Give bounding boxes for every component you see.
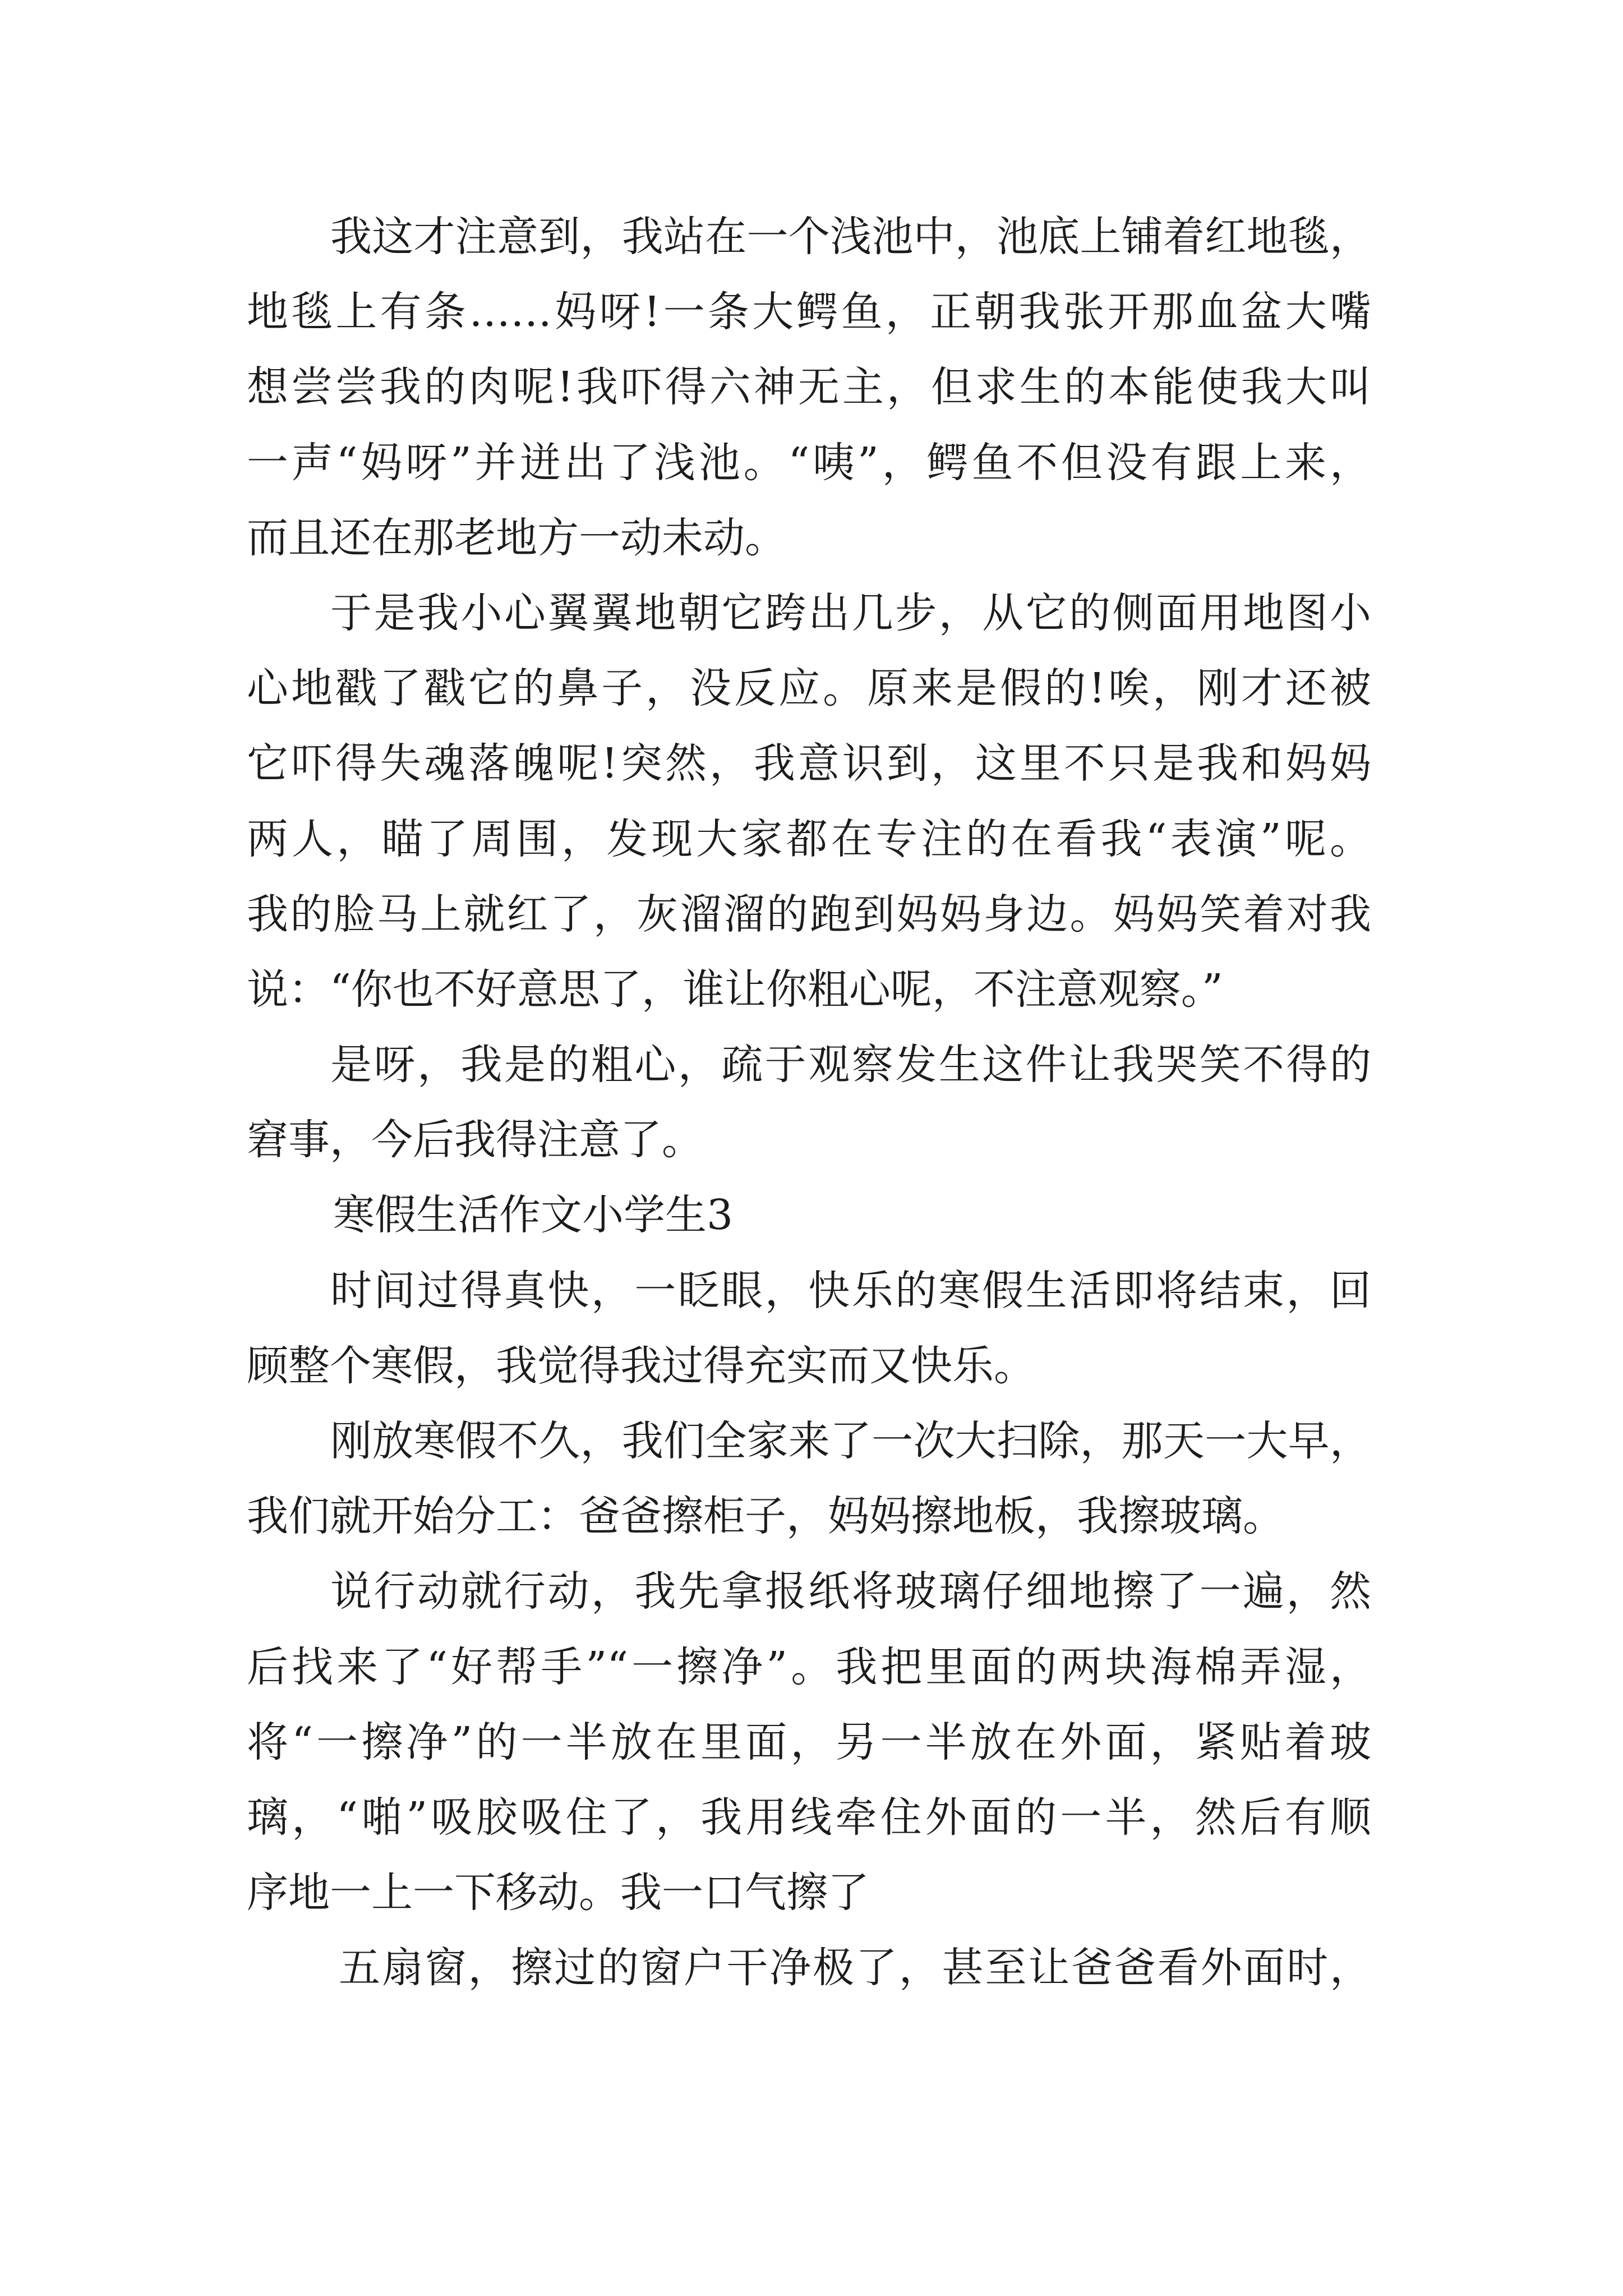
text-line: 时间过得真快，一眨眼，快乐的寒假生活即将结束，回: [330, 1266, 1371, 1315]
paragraph: [0, 1554, 1623, 1930]
text-line: 而且还在那老地方一动未动。: [247, 513, 786, 562]
text-line: 想尝尝我的肉呢!我吓得六神无主，但求生的本能使我大叫: [247, 363, 1371, 412]
text-line: 说行动就行动，我先拿报纸将玻璃仔细地擦了一遍，然: [330, 1567, 1371, 1616]
paragraph: [0, 199, 1623, 576]
text-line: 两人，瞄了周围，发现大家都在专注的在看我“表演”呢。: [247, 815, 1371, 863]
text-line: 地毯上有条……妈呀!一条大鳄鱼，正朝我张开那血盆大嘴: [247, 288, 1371, 337]
text-line: 说：“你也不好意思了，谁让你粗心呢，不注意观察。”: [247, 965, 1223, 1014]
text-line: 璃，“啪”吸胶吸住了，我用线牵住外面的一半，然后有顺: [247, 1793, 1371, 1842]
text-line: 后找来了“好帮手”“一擦净”。我把里面的两块海棉弄湿，: [247, 1642, 1371, 1691]
text-line: 我们就开始分工：爸爸擦柜子，妈妈擦地板，我擦玻璃。: [247, 1492, 1284, 1541]
paragraph: [0, 1930, 1623, 2005]
text-line: 它吓得失魂落魄呢!突然，我意识到，这里不只是我和妈妈: [247, 739, 1371, 788]
text-line: 窘事，今后我得注意了。: [247, 1116, 703, 1165]
paragraph: [0, 576, 1623, 1027]
text-line: 于是我小心翼翼地朝它跨出几步，从它的侧面用地图小: [330, 588, 1371, 637]
text-line: 我这才注意到，我站在一个浅池中，池底上铺着红地毯，: [330, 213, 1371, 261]
text-line: 一声“妈呀”并迸出了浅池。“咦”，鳄鱼不但没有跟上来，: [247, 438, 1371, 487]
paragraph: [0, 1404, 1623, 1554]
text-line: 是呀，我是的粗心，疏于观察发生这件让我哭笑不得的: [330, 1041, 1371, 1089]
text-line: 将“一擦净”的一半放在里面，另一半放在外面，紧贴着玻: [247, 1718, 1371, 1766]
text-line: 刚放寒假不久，我们全家来了一次大扫除，那天一大早，: [330, 1417, 1371, 1465]
text-line: 五扇窗，擦过的窗户干净极了，甚至让爸爸看外面时，: [339, 1944, 1371, 1993]
text-line: 顾整个寒假，我觉得我过得充实而又快乐。: [247, 1341, 1035, 1390]
text-line: 我的脸马上就红了，灰溜溜的跑到妈妈身边。妈妈笑着对我: [247, 890, 1371, 938]
paragraph: [0, 1253, 1623, 1404]
section-heading: 寒假生活作文小学生3: [333, 1191, 734, 1240]
text-line: 心地戳了戳它的鼻子，没反应。原来是假的!唉，刚才还被: [247, 664, 1371, 713]
paragraph: [0, 1027, 1623, 1177]
text-line: 序地一上一下移动。我一口气擦了: [247, 1869, 869, 1917]
